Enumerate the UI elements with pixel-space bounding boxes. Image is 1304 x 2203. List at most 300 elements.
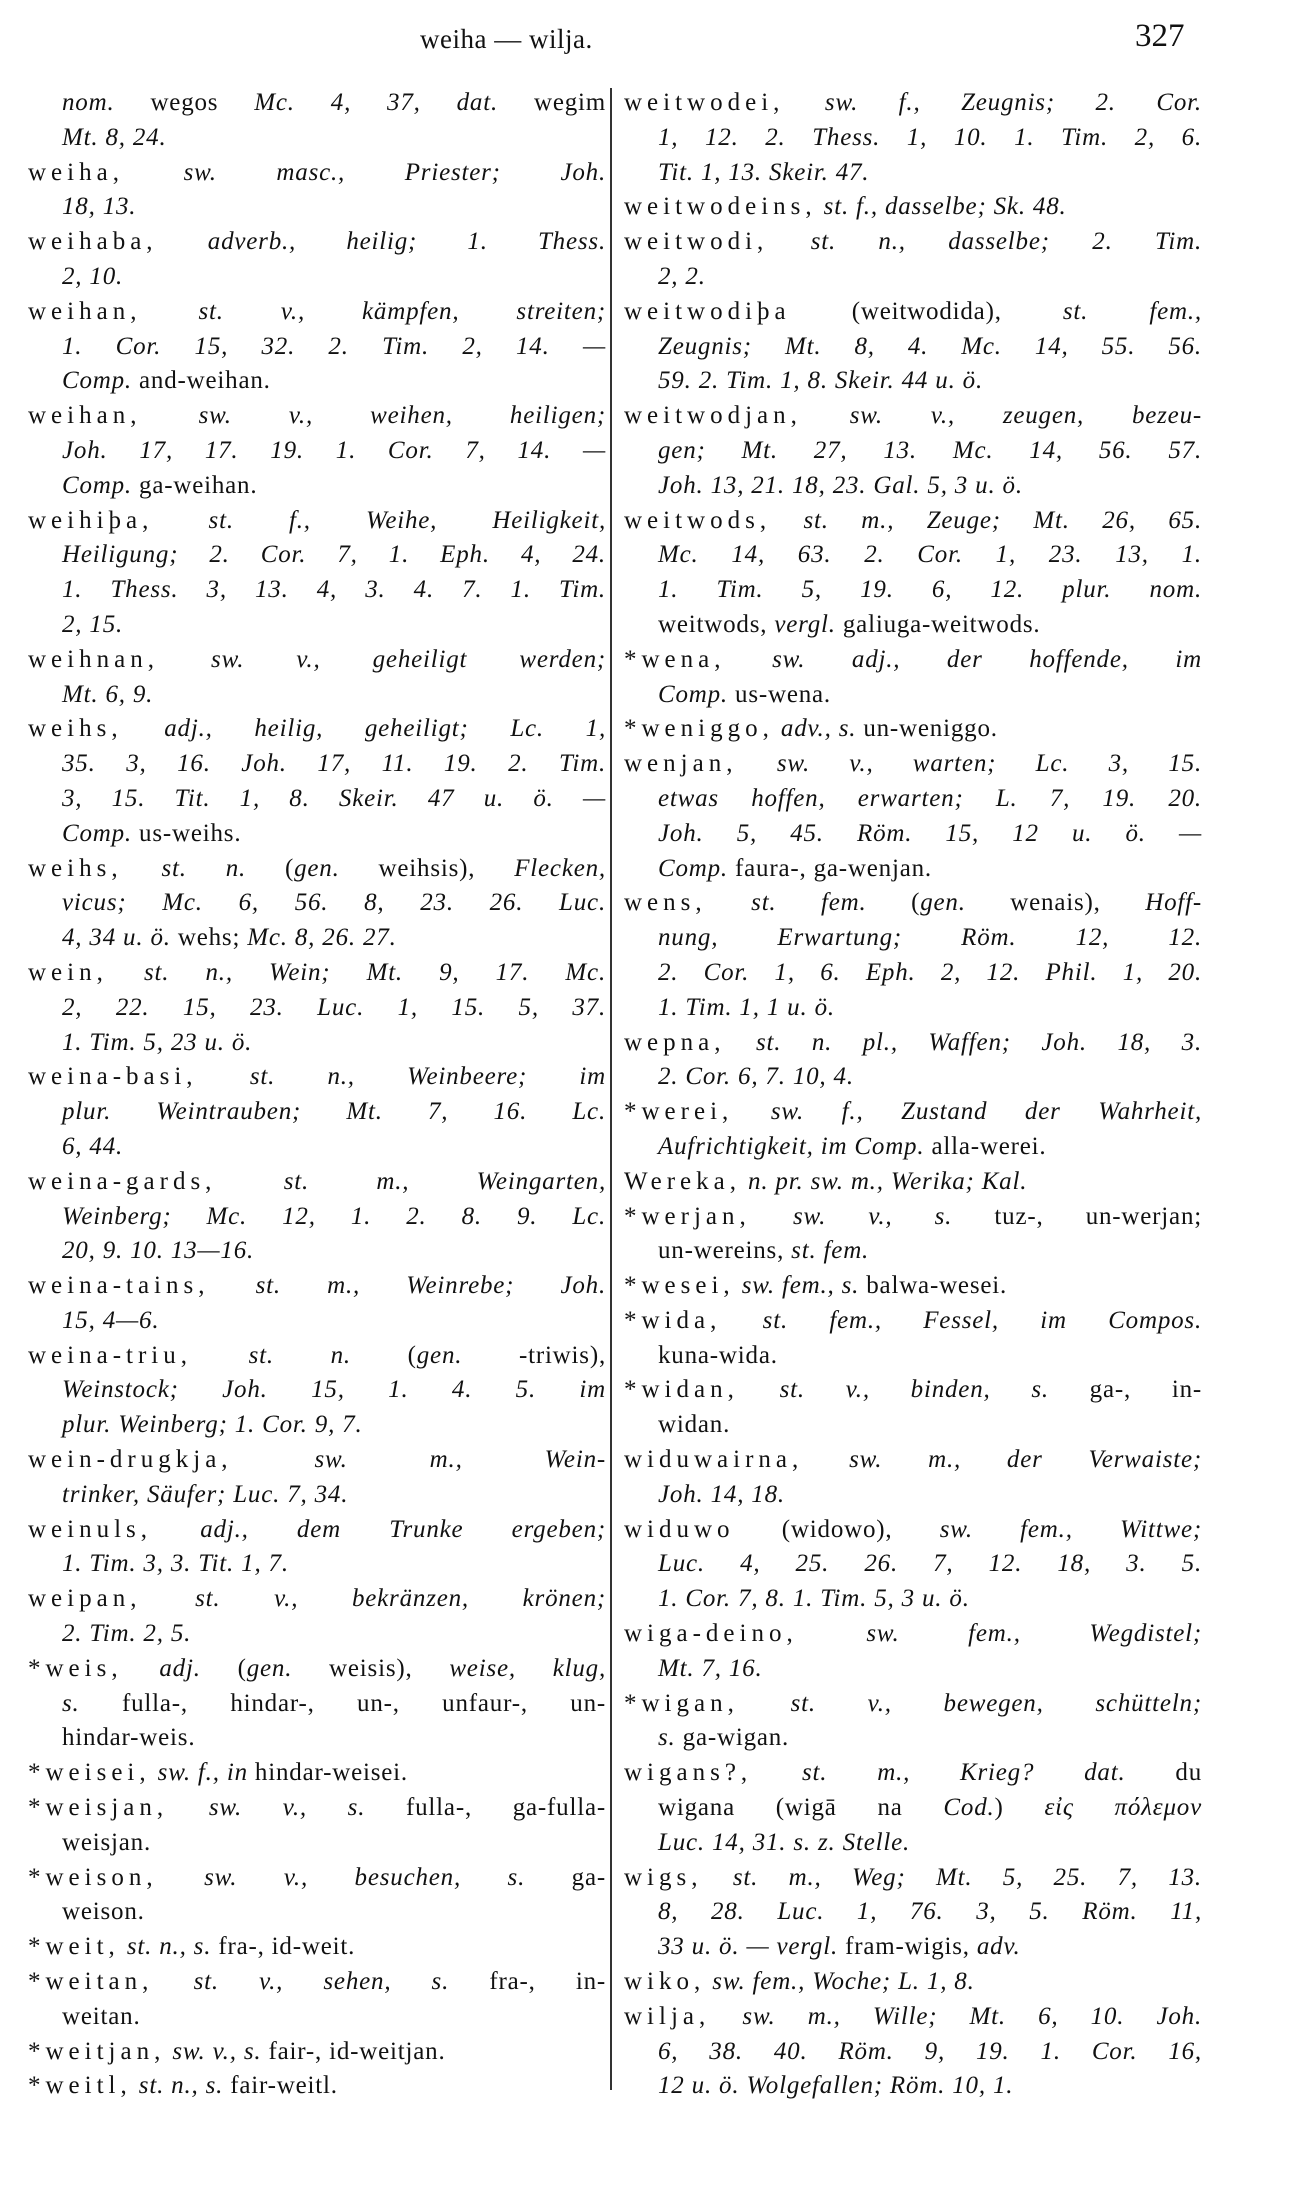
entry-continuation-line bbox=[28, 538, 606, 573]
italic-text: 1. Tim. 1, 1 u. ö. bbox=[658, 993, 835, 1021]
headword: weiha, bbox=[28, 158, 124, 186]
italic-text: st. v., kämpfen, streiten; bbox=[141, 297, 606, 325]
dictionary-entry bbox=[28, 1756, 606, 1791]
headword: *widan, bbox=[624, 1376, 739, 1404]
roman-text: fair-weitl. bbox=[223, 2072, 338, 2100]
entry-first-line bbox=[28, 1582, 606, 1617]
headword: *wigan, bbox=[624, 1689, 739, 1717]
italic-text: st. f., dasselbe; Sk. 48. bbox=[816, 193, 1067, 221]
italic-text: 2. Cor. 1, 6. Eph. 2, 12. Phil. 1, 20. bbox=[658, 958, 1202, 986]
roman-text: ( bbox=[200, 1654, 247, 1682]
headword: *weit, bbox=[28, 1933, 120, 1961]
entry-continuation-line bbox=[624, 1339, 1202, 1374]
entry-first-line bbox=[28, 2069, 606, 2104]
italic-text: sw. f., in bbox=[150, 1759, 248, 1787]
entry-first-line bbox=[624, 1373, 1202, 1408]
entry-continuation-line bbox=[28, 2000, 606, 2035]
entry-first-line bbox=[624, 2000, 1202, 2035]
roman-text: wehs; bbox=[170, 924, 248, 952]
italic-text: 1. Tim. 5, 19. 6, 12. plur. nom. bbox=[658, 576, 1202, 604]
entry-continuation-line bbox=[28, 1026, 606, 1061]
entry-first-line bbox=[28, 1756, 606, 1791]
entry-continuation-line bbox=[28, 782, 606, 817]
dictionary-entry bbox=[624, 295, 1202, 399]
headword: *wesei, bbox=[624, 1272, 735, 1300]
roman-text: and-weihan. bbox=[131, 367, 271, 395]
entry-first-line bbox=[624, 1200, 1202, 1235]
entry-continuation-line bbox=[28, 1617, 606, 1652]
entry-first-line bbox=[624, 295, 1202, 330]
roman-text: un-weniggo. bbox=[856, 715, 998, 743]
entry-first-line bbox=[28, 1443, 606, 1478]
headword: *werei, bbox=[624, 1098, 734, 1126]
italic-text: gen. bbox=[294, 854, 340, 882]
italic-text: Comp. bbox=[62, 367, 132, 395]
entry-first-line bbox=[624, 1756, 1202, 1791]
italic-text: Mt. 8, 24. bbox=[62, 123, 167, 151]
entry-first-line bbox=[28, 225, 606, 260]
italic-text: 6, 38. 40. Röm. 9, 19. 1. Cor. 16, bbox=[658, 2037, 1202, 2065]
entry-first-line bbox=[624, 1513, 1202, 1548]
entry-continuation-line bbox=[624, 1721, 1202, 1756]
headword: weihiþa, bbox=[28, 506, 154, 534]
italic-text: 12 u. ö. Wolgefallen; Röm. 10, 1. bbox=[658, 2072, 1014, 2100]
dictionary-entry bbox=[28, 2069, 606, 2104]
dictionary-entry bbox=[624, 1095, 1202, 1165]
italic-text: sw. v., s. bbox=[165, 2037, 262, 2065]
headword: weihan, bbox=[28, 297, 142, 325]
entry-continuation-line bbox=[624, 2035, 1202, 2070]
italic-text: st. m., Krieg? dat. bbox=[752, 1759, 1126, 1787]
dictionary-entry bbox=[28, 1652, 606, 1756]
headword: weihs, bbox=[28, 854, 123, 882]
italic-text: weise, klug, bbox=[449, 1654, 606, 1682]
entry-first-line bbox=[28, 1791, 606, 1826]
entry-first-line bbox=[624, 1165, 1202, 1200]
italic-text: Comp. bbox=[658, 680, 728, 708]
entry-continuation-line bbox=[624, 1895, 1202, 1930]
entry-continuation-line bbox=[28, 1408, 606, 1443]
dictionary-entry bbox=[28, 156, 606, 226]
entry-continuation-line bbox=[28, 886, 606, 921]
dictionary-entry bbox=[28, 1060, 606, 1164]
headword: wigs, bbox=[624, 1863, 703, 1891]
italic-text: st. m., Weg; Mt. 5, 25. 7, 13. bbox=[702, 1863, 1202, 1891]
headword: weihan, bbox=[28, 402, 142, 430]
italic-text: Mc. 4, 37, dat. bbox=[254, 89, 499, 116]
entry-continuation-line bbox=[28, 1721, 606, 1756]
italic-text: st. fem. bbox=[706, 889, 867, 917]
entry-continuation-line bbox=[28, 434, 606, 469]
dictionary-entry bbox=[624, 643, 1202, 713]
italic-text: plur. Weintrauben; Mt. 7, 16. Lc. bbox=[62, 1098, 606, 1126]
headword: *weitjan, bbox=[28, 2037, 166, 2065]
headword: weihs, bbox=[28, 715, 123, 743]
dictionary-entry bbox=[624, 1026, 1202, 1096]
italic-text: nung, Erwartung; Röm. 12, 12. bbox=[658, 924, 1202, 952]
roman-text: fra-, in- bbox=[449, 1968, 606, 1996]
headword: *werjan, bbox=[624, 1202, 751, 1230]
italic-text: 1. Tim. 3, 3. Tit. 1, 7. bbox=[62, 1550, 289, 1578]
headword: weina-triu, bbox=[28, 1341, 192, 1369]
entry-continuation-line bbox=[28, 1826, 606, 1861]
italic-text: gen. bbox=[920, 889, 966, 917]
entry-continuation-line bbox=[28, 817, 606, 852]
headword: weitwodi, bbox=[624, 228, 769, 256]
italic-text: st. v., binden, s. bbox=[738, 1376, 1049, 1404]
italic-text: nom. bbox=[62, 89, 115, 116]
italic-text: st. m., Weinrebe; Joh. bbox=[209, 1272, 606, 1300]
italic-text: 59. 2. Tim. 1, 8. Skeir. 44 u. ö. bbox=[658, 367, 984, 395]
italic-text: st. fem., Fessel, im Compos. bbox=[721, 1306, 1202, 1334]
dictionary-entry bbox=[28, 852, 606, 956]
dictionary-entry bbox=[624, 1165, 1202, 1200]
dictionary-entry bbox=[28, 1582, 606, 1652]
entry-first-line bbox=[624, 712, 1202, 747]
entry-continuation-line bbox=[28, 1687, 606, 1722]
italic-text: Mt. 6, 9. bbox=[62, 680, 154, 708]
entry-continuation-line bbox=[624, 538, 1202, 573]
entry-continuation-line bbox=[28, 1373, 606, 1408]
roman-text: wegos bbox=[114, 89, 255, 116]
entry-first-line bbox=[28, 712, 606, 747]
entry-first-line bbox=[28, 1930, 606, 1965]
dictionary-entry bbox=[624, 1965, 1202, 2000]
entry-continuation-line bbox=[28, 86, 606, 121]
italic-text: st. n. bbox=[191, 1341, 351, 1369]
italic-text: st. n., s. bbox=[119, 1933, 212, 1961]
italic-text: Comp. bbox=[62, 819, 132, 847]
italic-text: Aufrichtigkeit, im Comp. bbox=[658, 1132, 925, 1160]
italic-text: st. n., Weinbeere; im bbox=[197, 1063, 606, 1091]
entry-continuation-line bbox=[28, 469, 606, 504]
entry-first-line bbox=[28, 399, 606, 434]
italic-text: 4, 34 u. ö. bbox=[62, 924, 171, 952]
entry-first-line bbox=[28, 1060, 606, 1095]
italic-text: s. bbox=[62, 1689, 80, 1717]
entry-first-line bbox=[624, 1861, 1202, 1896]
entry-first-line bbox=[624, 399, 1202, 434]
headword: widuwo bbox=[624, 1515, 735, 1543]
italic-text: sw. m., Wille; Mt. 6, 10. Joh. bbox=[710, 2002, 1202, 2030]
dictionary-entry bbox=[624, 86, 1202, 190]
italic-text: Weinberg; Mc. 12, 1. 2. 8. 9. Lc. bbox=[62, 1202, 606, 1230]
headword: weitwods, bbox=[624, 506, 772, 534]
italic-text: st. v., bewegen, schütteln; bbox=[738, 1689, 1202, 1717]
entry-first-line bbox=[28, 1269, 606, 1304]
italic-text: 33 u. ö. — vergl. bbox=[658, 1933, 839, 1961]
entry-first-line bbox=[624, 1617, 1202, 1652]
italic-text: trinker, Säufer; Luc. 7, 34. bbox=[62, 1480, 349, 1508]
italic-text: Mc. 8, 26. 27. bbox=[247, 924, 397, 952]
dictionary-entry bbox=[28, 1791, 606, 1861]
italic-text: sw. masc., Priester; Joh. bbox=[123, 158, 606, 186]
italic-text: Flecken, bbox=[514, 854, 606, 882]
italic-text: 1. Thess. 3, 13. 4, 3. 4. 7. 1. Tim. bbox=[62, 576, 606, 604]
entry-continuation-line bbox=[624, 330, 1202, 365]
entry-continuation-line bbox=[624, 1130, 1202, 1165]
dictionary-entry bbox=[624, 504, 1202, 643]
headword: wiga-deino, bbox=[624, 1620, 798, 1648]
dictionary-entry bbox=[624, 1617, 1202, 1687]
entry-continuation-line bbox=[624, 921, 1202, 956]
roman-text: balwa-wesei. bbox=[859, 1272, 1008, 1300]
entry-continuation-line bbox=[624, 1826, 1202, 1861]
italic-text: 8, 28. Luc. 1, 76. 3, 5. Röm. 11, bbox=[658, 1898, 1202, 1926]
entry-continuation-line bbox=[624, 1234, 1202, 1269]
dictionary-entry bbox=[624, 225, 1202, 295]
italic-text: sw. v., warten; Lc. 3, 15. bbox=[737, 750, 1202, 778]
dictionary-entry bbox=[28, 1930, 606, 1965]
dictionary-entry bbox=[624, 190, 1202, 225]
italic-text: sw. fem., Woche; L. 1, 8. bbox=[705, 1968, 975, 1996]
entry-first-line bbox=[624, 1026, 1202, 1061]
italic-text: sw. f., Zeugnis; 2. Cor. bbox=[784, 89, 1202, 116]
entry-first-line bbox=[624, 747, 1202, 782]
italic-text: 2. Tim. 2, 5. bbox=[62, 1620, 192, 1648]
italic-text: st. n., Wein; Mt. 9, 17. Mc. bbox=[107, 958, 606, 986]
entry-continuation-line bbox=[28, 573, 606, 608]
dictionary-entry bbox=[624, 2000, 1202, 2104]
headword: weinuls, bbox=[28, 1515, 153, 1543]
headword: *wena, bbox=[624, 645, 726, 673]
italic-text: sw. m., Wein- bbox=[232, 1446, 606, 1474]
headword: weina-tains, bbox=[28, 1272, 210, 1300]
entry-continuation-line bbox=[624, 991, 1202, 1026]
entry-first-line bbox=[624, 643, 1202, 678]
entry-continuation-line bbox=[28, 1547, 606, 1582]
roman-text: fulla-, hindar-, un-, unfaur-, un- bbox=[79, 1689, 606, 1717]
entry-continuation-line bbox=[28, 1478, 606, 1513]
entry-continuation-line bbox=[624, 782, 1202, 817]
entry-first-line bbox=[624, 1443, 1202, 1478]
roman-text: ( bbox=[246, 854, 295, 882]
italic-text: sw. v., besuchen, s. bbox=[157, 1863, 526, 1891]
entry-continuation-line bbox=[28, 678, 606, 713]
entry-first-line bbox=[28, 295, 606, 330]
dictionary-entry bbox=[28, 1965, 606, 2035]
italic-text: 2. Cor. 6, 7. 10, 4. bbox=[658, 1063, 854, 1091]
entry-first-line bbox=[624, 886, 1202, 921]
italic-text: 3, 15. Tit. 1, 8. Skeir. 47 u. ö. — bbox=[62, 784, 606, 812]
roman-text: widan. bbox=[658, 1411, 731, 1439]
dictionary-entry bbox=[28, 1339, 606, 1443]
roman-text: fair-, id-weitjan. bbox=[261, 2037, 446, 2065]
entry-continuation-line bbox=[624, 1930, 1202, 1965]
italic-text: sw. f., Zustand der Wahrheit, bbox=[733, 1098, 1202, 1126]
italic-text: st. m., Zeuge; Mt. 26, 65. bbox=[771, 506, 1202, 534]
italic-text: Comp. bbox=[658, 854, 728, 882]
entry-first-line bbox=[624, 190, 1202, 225]
entry-continuation-line bbox=[624, 2069, 1202, 2104]
entry-continuation-line bbox=[624, 678, 1202, 713]
dictionary-entry bbox=[28, 225, 606, 295]
dictionary-entry bbox=[28, 2035, 606, 2070]
entry-continuation-line bbox=[28, 1234, 606, 1269]
italic-text: Joh. 17, 17. 19. 1. Cor. 7, 14. — bbox=[62, 436, 606, 464]
italic-text: st. v., sehen, s. bbox=[153, 1968, 450, 1996]
italic-text: st. n. bbox=[122, 854, 247, 882]
headword: wein, bbox=[28, 958, 108, 986]
dictionary-entry bbox=[28, 504, 606, 643]
roman-text: ga-wigan. bbox=[675, 1724, 790, 1752]
roman-text: weitwods, bbox=[658, 610, 775, 638]
italic-text: Mt. 7, 16. bbox=[658, 1654, 763, 1682]
entry-continuation-line bbox=[624, 1547, 1202, 1582]
headword: weitwodei, bbox=[624, 89, 785, 116]
entry-first-line bbox=[28, 156, 606, 191]
entry-continuation-line bbox=[28, 991, 606, 1026]
entry-continuation-line bbox=[28, 921, 606, 956]
italic-text: Heiligung; 2. Cor. 7, 1. Eph. 4, 24. bbox=[62, 541, 606, 569]
italic-text: Mc. 14, 63. 2. Cor. 1, 23. 13, 1. bbox=[658, 541, 1202, 569]
entry-continuation-line bbox=[28, 747, 606, 782]
headword: weitwodeins, bbox=[624, 193, 817, 221]
roman-text: faura-, ga-wenjan. bbox=[727, 854, 932, 882]
roman-text: ga-weihan. bbox=[131, 471, 258, 499]
entry-continuation-line bbox=[624, 1791, 1202, 1826]
entry-continuation-line bbox=[28, 330, 606, 365]
entry-continuation-line bbox=[624, 1060, 1202, 1095]
roman-text: alla-werei. bbox=[924, 1132, 1047, 1160]
dictionary-entry bbox=[624, 712, 1202, 747]
dictionary-entry bbox=[624, 1513, 1202, 1617]
entry-first-line bbox=[624, 225, 1202, 260]
italic-text: vicus; Mc. 6, 56. 8, 23. 26. Luc. bbox=[62, 889, 606, 917]
entry-first-line bbox=[28, 1652, 606, 1687]
roman-text: ga- bbox=[525, 1863, 606, 1891]
entry-first-line bbox=[28, 2035, 606, 2070]
italic-text: adj., dem Trunke ergeben; bbox=[152, 1515, 606, 1543]
dictionary-entry bbox=[624, 1373, 1202, 1443]
headword: *weisei, bbox=[28, 1759, 151, 1787]
entry-first-line bbox=[28, 852, 606, 887]
italic-text: 2, 2. bbox=[658, 262, 706, 290]
column-divider bbox=[610, 88, 612, 2090]
roman-text: galiuga-weitwods. bbox=[835, 610, 1041, 638]
roman-text: fram-wigis, bbox=[838, 1933, 977, 1961]
dictionary-entry bbox=[624, 1304, 1202, 1374]
headword: wenjan, bbox=[624, 750, 738, 778]
italic-text: Weinstock; Joh. 15, 1. 4. 5. im bbox=[62, 1376, 606, 1404]
entry-continuation-line bbox=[28, 190, 606, 225]
italic-text: sw. fem., Wittwe; bbox=[939, 1515, 1202, 1543]
italic-text: st. n., s. bbox=[131, 2072, 224, 2100]
roman-text: weisjan. bbox=[62, 1828, 152, 1856]
italic-text: Comp. bbox=[62, 471, 132, 499]
italic-text: adv., s. bbox=[773, 715, 857, 743]
roman-text: weihsis), bbox=[339, 854, 515, 882]
entry-continuation-line bbox=[624, 1478, 1202, 1513]
dictionary-entry bbox=[624, 1756, 1202, 1860]
italic-text: Cod. bbox=[943, 1794, 995, 1822]
dictionary-entry bbox=[624, 1687, 1202, 1757]
roman-text: (weitwodida), bbox=[790, 297, 1063, 325]
entry-continuation-line bbox=[624, 434, 1202, 469]
italic-text: Luc. 4, 25. 26. 7, 12. 18, 3. 5. bbox=[658, 1550, 1202, 1578]
roman-text: tuz-, un-werjan; bbox=[952, 1202, 1202, 1230]
dictionary-entry bbox=[28, 1269, 606, 1339]
entry-first-line bbox=[624, 1304, 1202, 1339]
italic-text: gen; Mt. 27, 13. Mc. 14, 56. 57. bbox=[658, 436, 1202, 464]
dictionary-entry bbox=[28, 956, 606, 1060]
dictionary-entry bbox=[624, 886, 1202, 1025]
italic-text: adj. bbox=[122, 1654, 201, 1682]
headword: weitwodiþa bbox=[624, 297, 791, 325]
headword: weihnan, bbox=[28, 645, 159, 673]
entry-first-line bbox=[28, 1513, 606, 1548]
entry-continuation-line bbox=[624, 260, 1202, 295]
italic-text: 18, 13. bbox=[62, 193, 137, 221]
headword: *wida, bbox=[624, 1306, 722, 1334]
headword: weina-gards, bbox=[28, 1167, 217, 1195]
roman-text: weison. bbox=[62, 1898, 145, 1926]
roman-text: hindar-weisei. bbox=[247, 1759, 408, 1787]
entry-first-line bbox=[624, 1687, 1202, 1722]
left-column bbox=[28, 86, 606, 2104]
italic-text: εἰς πόλεμον bbox=[1044, 1794, 1202, 1822]
italic-text: 1. Cor. 15, 32. 2. Tim. 2, 14. — bbox=[62, 332, 606, 360]
roman-text: -triwis), bbox=[462, 1341, 606, 1369]
italic-text: st. v., bekränzen, krönen; bbox=[141, 1585, 606, 1613]
entry-first-line bbox=[624, 1095, 1202, 1130]
entry-first-line bbox=[624, 1269, 1202, 1304]
roman-text: us-wena. bbox=[727, 680, 831, 708]
italic-text: 2, 22. 15, 23. Luc. 1, 15. 5, 37. bbox=[62, 993, 606, 1021]
italic-text: st. m., Weingarten, bbox=[216, 1167, 606, 1195]
italic-text: 15, 4—6. bbox=[62, 1306, 160, 1334]
dictionary-entry bbox=[624, 1200, 1202, 1270]
dictionary-entry bbox=[28, 1443, 606, 1513]
italic-text: 2, 15. bbox=[62, 610, 124, 638]
italic-text: gen. bbox=[246, 1654, 293, 1682]
entry-continuation-line bbox=[624, 121, 1202, 156]
entry-continuation-line bbox=[28, 260, 606, 295]
headword: *weitl, bbox=[28, 2072, 132, 2100]
headword: *weniggo, bbox=[624, 715, 774, 743]
headword: *weis, bbox=[28, 1654, 123, 1682]
italic-text: Hoff- bbox=[1145, 889, 1202, 917]
italic-text: n. pr. sw. m., Werika; Kal. bbox=[740, 1167, 1028, 1195]
italic-text: vergl. bbox=[774, 610, 836, 638]
entry-first-line bbox=[28, 956, 606, 991]
italic-text: Tit. 1, 13. Skeir. 47. bbox=[658, 158, 870, 186]
headword: wigans?, bbox=[624, 1759, 753, 1787]
italic-text: adverb., heilig; 1. Thess. bbox=[157, 228, 606, 256]
entry-continuation-line bbox=[28, 121, 606, 156]
italic-text: adv. bbox=[976, 1933, 1021, 1961]
entry-first-line bbox=[28, 1965, 606, 2000]
italic-text: sw. v., zeugen, bezeu- bbox=[801, 402, 1202, 430]
roman-text: ga-, in- bbox=[1048, 1376, 1202, 1404]
headword: *weisjan, bbox=[28, 1794, 169, 1822]
headword: wens, bbox=[624, 889, 707, 917]
roman-text: un-wereins, bbox=[658, 1237, 792, 1265]
italic-text: Zeugnis; Mt. 8, 4. Mc. 14, 55. 56. bbox=[658, 332, 1202, 360]
entry-first-line bbox=[28, 1861, 606, 1896]
entry-continuation-line bbox=[28, 1200, 606, 1235]
entry-first-line bbox=[624, 1965, 1202, 2000]
italic-text: 1. Tim. 5, 23 u. ö. bbox=[62, 1028, 253, 1056]
dictionary-entry bbox=[624, 747, 1202, 886]
entry-continuation-line bbox=[624, 817, 1202, 852]
headword: weina-basi, bbox=[28, 1063, 198, 1091]
roman-text: ) bbox=[994, 1794, 1045, 1822]
dictionary-entry bbox=[28, 86, 606, 156]
dictionary-entry bbox=[624, 1443, 1202, 1513]
italic-text: s. bbox=[658, 1724, 676, 1752]
headword: weitwodjan, bbox=[624, 402, 802, 430]
